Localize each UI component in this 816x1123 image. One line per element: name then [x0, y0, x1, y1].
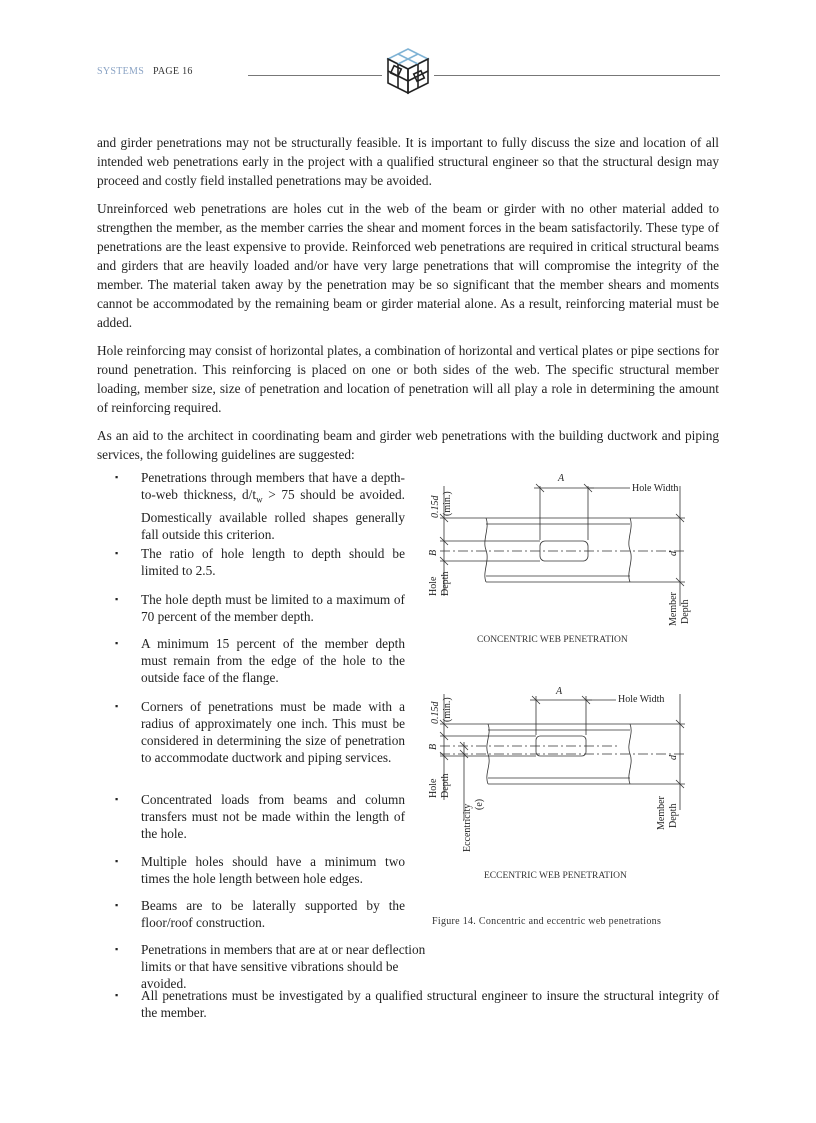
- bullet-icon: ▪: [115, 472, 119, 482]
- bullet-text-1: [141, 469, 405, 543]
- bullet-icon: ▪: [115, 594, 119, 604]
- label-a-ecc: A: [556, 686, 563, 697]
- bullet-text-3: The hole depth must be limited to a maximum of 70 percent of the member depth.: [141, 592, 405, 624]
- paragraph-4: As an aid to the architect in coordinating beam and girder web penetrations with the building ductwork and piping services, the following guidelines are suggested:: [97, 428, 719, 462]
- paragraph-3: Hole reinforcing may consist of horizontal plates, a combination of horizontal and vertical plates or pipe sections for round penetration. This reinforcing is placed on one or both sides of the web. The specific structural member loading, member size, size of penetration and location of penetration will all play a role in determining the amount of reinforcing required.: [97, 343, 719, 415]
- bullet-icon: ▪: [115, 900, 119, 910]
- eccentric-figure-title: ECCENTRIC WEB PENETRATION: [484, 871, 627, 881]
- body-text: [97, 133, 719, 473]
- cube-logo-icon: [382, 45, 434, 97]
- bullet-text-5: Corners of penetrations must be made with a radius of approximately one inch. This must be considered in determining the size of penetration to accommodate ductwork and piping services.: [141, 699, 405, 765]
- bullet-1-sub: w: [256, 494, 263, 505]
- paragraph-2: Unreinforced web penetrations are holes cut in the web of the beam or girder with no other material added to strengthen the member, as the member carries the shear and moment forces in the beam satisfactorily. These type of penetrations are the least expensive to provide. Reinforced web penetrations are required in critical structural beams and girders that are heavily loaded and/or have very large penetrations that will compromise the integrity of the member. The material taken away by the penetration may be so significant that the member shears and moments cannot be accommodated by the remaining beam or girder material alone. As a result, reinforcing material must be added.: [97, 201, 719, 330]
- label-min-top: 0.15d: [430, 495, 441, 518]
- bullet-text-8: Beams are to be laterally supported by the floor/roof construction.: [141, 898, 405, 930]
- label-member-depth-ecc: Depth: [668, 803, 679, 828]
- label-hole: Hole: [428, 576, 439, 596]
- bullet-1-pre: Penetrations through members that have a depth-to-web thickness, d/t: [141, 470, 405, 502]
- bullet-icon: ▪: [115, 638, 119, 648]
- eccentric-web-penetration-figure: [420, 680, 720, 860]
- label-member-depth: Depth: [680, 599, 691, 624]
- bullet-text-9: Penetrations in members that are at or near deflection limits or that have sensitive vibrations should be avoided.: [141, 942, 426, 991]
- label-eccentricity: Eccentricity: [462, 803, 473, 852]
- section-label: SYSTEMS: [97, 66, 145, 77]
- label-hole-width-ecc: Hole Width: [618, 694, 665, 705]
- bullet-icon: ▪: [115, 856, 119, 866]
- bullet-text-10: All penetrations must be investigated by a qualified structural engineer to insure the structural integrity of the member.: [141, 988, 719, 1020]
- label-d: d: [668, 551, 679, 556]
- label-a: A: [558, 473, 565, 484]
- bullet-icon: ▪: [115, 990, 119, 1000]
- figure-caption: Figure 14. Concentric and eccentric web penetrations: [432, 916, 662, 927]
- bullet-icon: ▪: [115, 944, 119, 954]
- bullet-icon: ▪: [115, 548, 119, 558]
- bullet-icon: ▪: [115, 794, 119, 804]
- bullet-icon: ▪: [115, 701, 119, 711]
- header-rule-right: [434, 75, 720, 76]
- bullet-text-2: The ratio of hole length to depth should be limited to 2.5.: [141, 546, 405, 578]
- label-hole-width: Hole Width: [632, 483, 679, 494]
- bullet-text-4: A minimum 15 percent of the member depth must remain from the edge of the hole to the outside face of the flange.: [141, 636, 405, 685]
- page-number: PAGE 16: [152, 66, 193, 77]
- page-header: [97, 66, 193, 77]
- bullet-text-6: Concentrated loads from beams and column transfers must not be made within the length of the hole.: [141, 792, 405, 841]
- label-min-top-ecc: 0.15d: [430, 701, 441, 724]
- header-rule-left: [248, 75, 382, 76]
- label-min-bottom: (min.): [442, 491, 453, 516]
- label-depth-ecc: Depth: [440, 773, 451, 798]
- bullet-1-post: > 75 should be avoided. Domestically available rolled shapes generally fall outside this criterion.: [141, 487, 405, 542]
- label-d-ecc: d: [668, 755, 679, 760]
- label-b-ecc: B: [428, 743, 439, 750]
- label-depth: Depth: [440, 571, 451, 596]
- concentric-web-penetration-figure: [420, 466, 720, 646]
- concentric-figure-title: CONCENTRIC WEB PENETRATION: [477, 635, 628, 645]
- label-e: (e): [474, 798, 485, 810]
- label-member-ecc: Member: [656, 796, 667, 830]
- label-hole-ecc: Hole: [428, 778, 439, 798]
- label-min-bottom-ecc: (min.): [442, 697, 453, 722]
- label-b: B: [428, 549, 439, 556]
- paragraph-1: and girder penetrations may not be structurally feasible. It is important to fully discuss the size and location of all intended web penetrations early in the project with a qualified structural engineer so that the structural design may proceed and costly field installed penetrations may be avoided.: [97, 135, 719, 188]
- label-member: Member: [668, 592, 679, 626]
- bullet-text-7: Multiple holes should have a minimum two times the hole length between hole edges.: [141, 854, 405, 886]
